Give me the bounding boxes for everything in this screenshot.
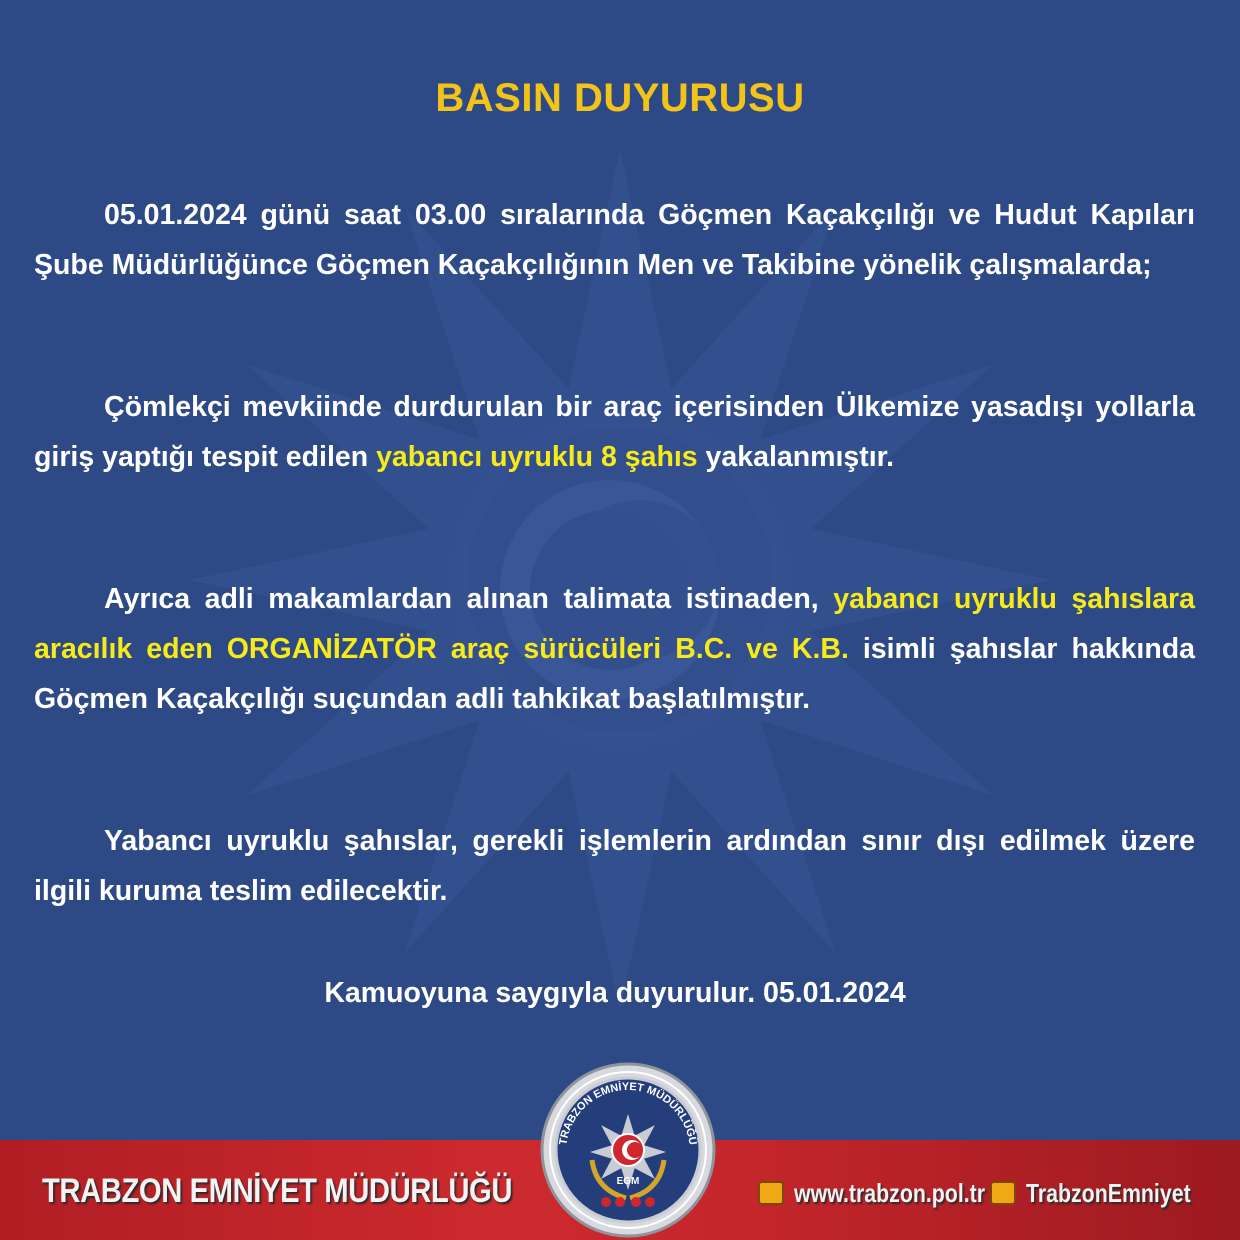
web-icon [758, 1181, 784, 1205]
page-title: BASIN DUYURUSU [435, 76, 805, 120]
paragraph-2-text-a: Çömlekçi mevkiinde durdurulan bir araç içerisinden Ülkemize yasadışı yollarla giriş yaptığı tespit edilen [34, 391, 1195, 473]
website-link[interactable]: www.trabzon.pol.tr [794, 1178, 986, 1208]
paragraph-1: 05.01.2024 günü saat 03.00 sıralarında Göçmen Kaçakçılığı ve Hudut Kapıları Şube Müdürlüğünce Göçmen Kaçakçılığının Men ve Takibine yönelik çalışmalarda; [34, 199, 1195, 281]
paragraph-2 [34, 382, 1195, 482]
paragraph-2-highlight: yabancı uyruklu 8 şahıs [376, 441, 698, 473]
closing-line: Kamuoyuna saygıyla duyurulur. 05.01.2024 [324, 977, 906, 1009]
paragraph-3 [34, 574, 1195, 724]
paragraph-2-text-b: yakalanmıştır. [697, 441, 895, 473]
paragraph-3-text-a: Ayrıca adli makamlardan alınan talimata istinaden, [104, 583, 834, 615]
twitter-handle[interactable]: TrabzonEmniyet [1026, 1178, 1191, 1208]
paragraph-4: Yabancı uyruklu şahıslar, gerekli işlemlerin ardından sınır dışı edilmek üzere ilgili kuruma teslim edilecektir. [34, 825, 1195, 907]
footer-organization: TRABZON EMNİYET MÜDÜRLÜĞÜ [42, 1172, 513, 1210]
twitter-icon [990, 1181, 1016, 1205]
badge-abbr: EGM [616, 1176, 640, 1187]
paragraph-3-text-b: isimli şahıslar hakkında Göçmen Kaçakçılığı suçundan adli tahkikat başlatılmıştır. [34, 633, 1195, 715]
police-badge-logo [536, 1060, 720, 1240]
badge-ring-text: TRABZON EMNİYET MÜDÜRLÜĞÜ [557, 1080, 699, 1146]
paragraph-3-highlight: yabancı uyruklu şahıslara aracılık eden ORGANİZATÖR araç sürücüleri B.C. ve K.B. [34, 583, 1196, 665]
